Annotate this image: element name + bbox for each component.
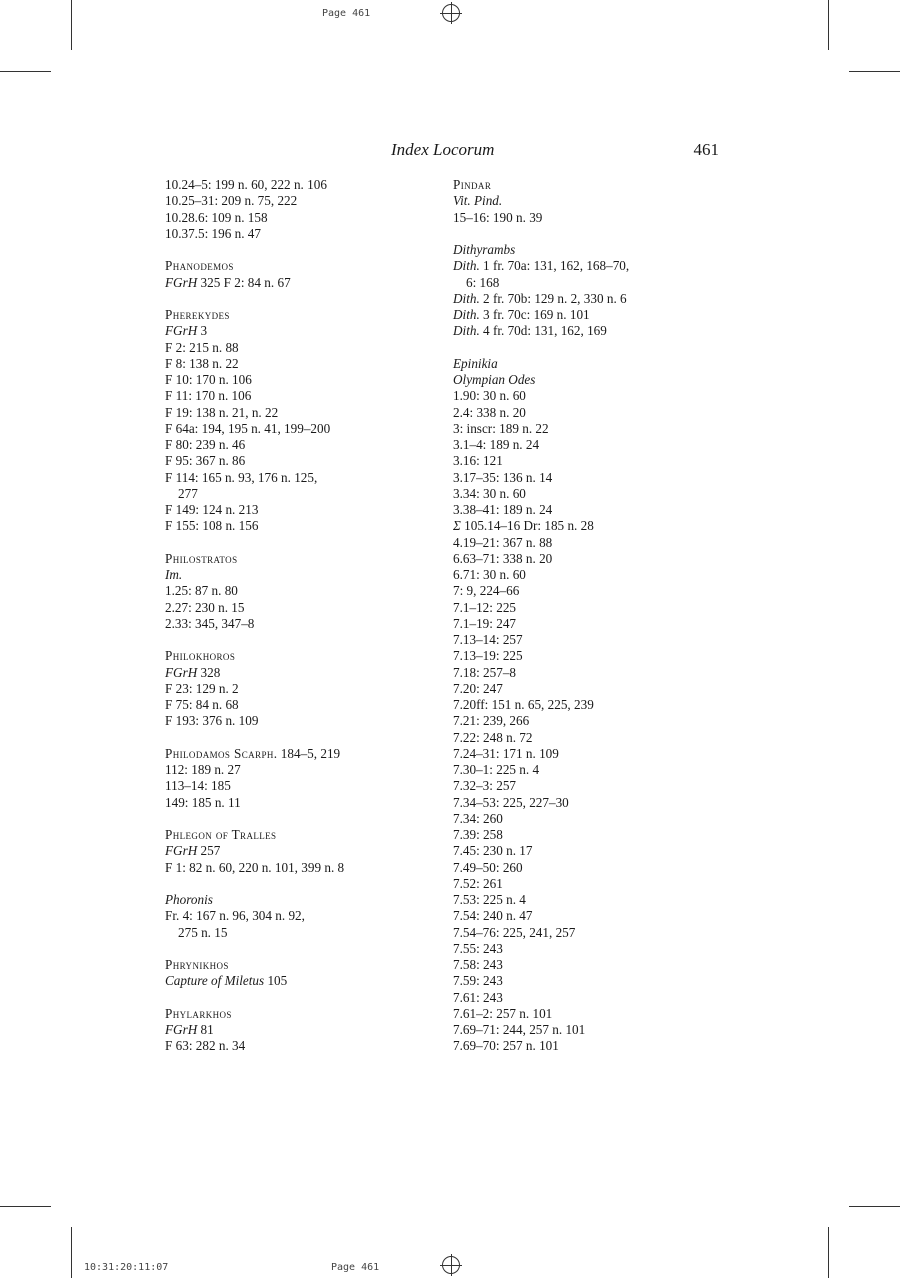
index-line bbox=[453, 600, 733, 616]
index-line bbox=[453, 307, 733, 323]
slug-top-page: Page 461 bbox=[322, 8, 371, 19]
crop-mark-top-left-horizontal bbox=[0, 71, 51, 72]
index-line bbox=[165, 957, 435, 973]
index-line bbox=[165, 518, 435, 534]
index-line bbox=[165, 193, 435, 209]
index-line-part: 2 fr. 70b: 129 n. 2, 330 n. 6 bbox=[479, 290, 627, 306]
crop-mark-bottom-left-horizontal bbox=[0, 1206, 51, 1207]
index-line bbox=[165, 1006, 435, 1022]
index-line bbox=[165, 843, 435, 859]
index-line bbox=[165, 616, 435, 632]
index-line-text: 7: 9, 224–66 bbox=[453, 583, 520, 599]
index-line bbox=[165, 388, 435, 404]
index-line-text: F 1: 82 n. 60, 220 n. 101, 399 n. 8 bbox=[165, 859, 345, 875]
index-line-text: 7.18: 257–8 bbox=[453, 664, 517, 680]
index-line-text: 113–14: 185 bbox=[165, 778, 231, 794]
index-line bbox=[165, 437, 435, 453]
index-line-text: 15–16: 190 n. 39 bbox=[453, 209, 543, 225]
index-line bbox=[165, 827, 435, 843]
author-heading: Pherekydes bbox=[165, 307, 230, 322]
index-line bbox=[453, 486, 733, 502]
index-line-text: 275 n. 15 bbox=[178, 924, 228, 940]
index-line-text: 10.28.6: 109 n. 158 bbox=[165, 209, 268, 225]
index-line-text: 7.22: 248 n. 72 bbox=[453, 729, 533, 745]
index-line-text: F 2: 215 n. 88 bbox=[165, 339, 239, 355]
index-line bbox=[453, 811, 733, 827]
index-line-text: 7.59: 243 bbox=[453, 973, 503, 989]
index-entry-group bbox=[453, 177, 733, 226]
index-line bbox=[453, 762, 733, 778]
index-line-text: F 19: 138 n. 21, n. 22 bbox=[165, 404, 279, 420]
index-line bbox=[165, 486, 435, 502]
index-line bbox=[453, 583, 733, 599]
index-line bbox=[165, 567, 435, 583]
registration-mark-top bbox=[442, 4, 460, 22]
index-line-text: 7.53: 225 n. 4 bbox=[453, 892, 526, 907]
index-line bbox=[453, 453, 733, 469]
index-line bbox=[453, 210, 733, 226]
index-line bbox=[453, 470, 733, 486]
index-line-part: 4 fr. 70d: 131, 162, 169 bbox=[479, 323, 607, 339]
index-line-text: F 193: 376 n. 109 bbox=[165, 713, 259, 729]
author-heading: Pindar bbox=[453, 177, 492, 192]
index-line-text: 7.20ff: 151 n. 65, 225, 239 bbox=[453, 697, 594, 712]
index-line bbox=[453, 242, 733, 258]
index-line-text: Phoronis bbox=[165, 892, 213, 907]
index-line bbox=[453, 697, 733, 713]
index-line bbox=[453, 372, 733, 388]
author-heading: Philokhoros bbox=[165, 648, 236, 664]
index-line bbox=[453, 795, 733, 811]
index-line-part: 184–5, 219 bbox=[277, 745, 341, 761]
index-line-part: Σ bbox=[453, 518, 461, 534]
index-line-part: 105 bbox=[264, 973, 288, 989]
index-line bbox=[453, 730, 733, 746]
index-line-part: FGrH bbox=[165, 664, 198, 680]
index-line-text: 4.19–21: 367 n. 88 bbox=[453, 534, 553, 550]
index-line bbox=[165, 210, 435, 226]
index-line-part: Philodamos Scarph. bbox=[165, 745, 278, 761]
index-line-text: 6: 168 bbox=[466, 274, 500, 290]
slug-bottom-page: Page 461 bbox=[331, 1262, 380, 1273]
index-line-text: 7.13–14: 257 bbox=[453, 632, 523, 647]
index-line bbox=[453, 518, 733, 534]
index-line-part: Dith. bbox=[453, 307, 480, 322]
slug-bottom-timestamp: 10:31:20:11:07 bbox=[84, 1262, 169, 1273]
registration-mark-bottom bbox=[442, 1256, 460, 1274]
index-line bbox=[453, 535, 733, 551]
index-line bbox=[165, 860, 435, 876]
index-line bbox=[453, 551, 733, 567]
index-column-left bbox=[165, 177, 435, 1071]
index-line-text: Im. bbox=[165, 567, 183, 582]
index-line bbox=[165, 697, 435, 713]
index-line bbox=[453, 356, 733, 372]
index-line bbox=[165, 177, 435, 193]
index-line-part: 81 bbox=[197, 1022, 214, 1037]
index-line bbox=[453, 648, 733, 664]
index-line bbox=[453, 990, 733, 1006]
index-line-text: 6.63–71: 338 n. 20 bbox=[453, 550, 553, 566]
index-entry-group bbox=[165, 648, 435, 729]
index-line-text: F 114: 165 n. 93, 176 n. 125, bbox=[165, 469, 318, 485]
index-line bbox=[453, 860, 733, 876]
index-line bbox=[453, 291, 733, 307]
index-line bbox=[453, 502, 733, 518]
index-line bbox=[165, 746, 435, 762]
index-line-text: 7.61: 243 bbox=[453, 989, 503, 1005]
index-line bbox=[453, 388, 733, 404]
index-line bbox=[453, 973, 733, 989]
index-line-text: 7.39: 258 bbox=[453, 827, 503, 842]
index-line-text: 7.69–71: 244, 257 n. 101 bbox=[453, 1022, 586, 1037]
index-line-text: 7.20: 247 bbox=[453, 680, 503, 696]
index-line bbox=[165, 453, 435, 469]
index-line-part: Dith. bbox=[453, 290, 480, 306]
index-line-text: 3.17–35: 136 n. 14 bbox=[453, 469, 553, 485]
index-line-part: FGrH bbox=[165, 843, 198, 859]
index-line bbox=[165, 340, 435, 356]
index-line bbox=[165, 681, 435, 697]
index-line bbox=[453, 177, 733, 193]
index-line-text: 3.38–41: 189 n. 24 bbox=[453, 502, 553, 517]
author-heading: Phrynikhos bbox=[165, 957, 229, 972]
index-line-text: 7.49–50: 260 bbox=[453, 859, 523, 875]
index-line bbox=[165, 372, 435, 388]
index-line-text: 7.34: 260 bbox=[453, 810, 503, 826]
index-line-text: F 10: 170 n. 106 bbox=[165, 372, 252, 387]
index-line bbox=[165, 892, 435, 908]
index-line-part: 105.14–16 Dr: 185 n. 28 bbox=[460, 518, 594, 534]
index-entry-group bbox=[165, 957, 435, 990]
index-line-text: 7.69–70: 257 n. 101 bbox=[453, 1038, 559, 1054]
index-line-text: 7.1–19: 247 bbox=[453, 615, 517, 631]
index-line-text: 10.25–31: 209 n. 75, 222 bbox=[165, 193, 298, 209]
page-number: 461 bbox=[693, 140, 719, 159]
crop-mark-bottom-right-vertical bbox=[828, 1227, 829, 1278]
index-line bbox=[453, 632, 733, 648]
index-line-text: F 155: 108 n. 156 bbox=[165, 518, 259, 534]
index-line-text: 2.4: 338 n. 20 bbox=[453, 404, 526, 420]
index-line bbox=[453, 713, 733, 729]
index-line-part: FGrH bbox=[165, 274, 198, 290]
index-line-text: 7.52: 261 bbox=[453, 875, 503, 891]
index-line bbox=[165, 470, 435, 486]
index-line-text: 7.21: 239, 266 bbox=[453, 713, 530, 729]
index-line bbox=[453, 876, 733, 892]
index-line-part: Dith. bbox=[453, 323, 480, 339]
index-line bbox=[165, 648, 435, 664]
index-line bbox=[165, 925, 435, 941]
index-line-text: F 95: 367 n. 86 bbox=[165, 453, 246, 469]
index-line-text: F 75: 84 n. 68 bbox=[165, 697, 239, 712]
author-heading: Phlegon of Tralles bbox=[165, 827, 277, 842]
index-line-text: F 63: 282 n. 34 bbox=[165, 1038, 246, 1054]
index-line-text: 1.90: 30 n. 60 bbox=[453, 388, 526, 404]
index-line bbox=[165, 583, 435, 599]
index-entry-group bbox=[165, 1006, 435, 1055]
index-line bbox=[453, 1022, 733, 1038]
index-line-text: 7.34–53: 225, 227–30 bbox=[453, 794, 569, 810]
index-line-text: 7.32–3: 257 bbox=[453, 778, 517, 794]
index-line bbox=[165, 1022, 435, 1038]
index-line-text: F 149: 124 n. 213 bbox=[165, 502, 259, 517]
index-line-part: FGrH bbox=[165, 323, 198, 339]
index-entry-group bbox=[165, 746, 435, 811]
index-line bbox=[165, 713, 435, 729]
index-line bbox=[165, 323, 435, 339]
running-title: Index Locorum bbox=[391, 140, 495, 159]
index-line bbox=[453, 437, 733, 453]
index-line bbox=[453, 616, 733, 632]
index-line bbox=[165, 1038, 435, 1054]
index-line-text: 3.16: 121 bbox=[453, 453, 503, 469]
crop-mark-top-left-vertical bbox=[71, 0, 72, 50]
index-line-part: 257 bbox=[197, 843, 221, 859]
index-line-text: 7.61–2: 257 n. 101 bbox=[453, 1005, 553, 1021]
index-entry-group bbox=[165, 258, 435, 291]
index-line bbox=[165, 778, 435, 794]
index-line bbox=[453, 421, 733, 437]
index-line-part: 1 fr. 70a: 131, 162, 168–70, bbox=[479, 258, 630, 274]
index-line-text: 277 bbox=[178, 485, 198, 501]
index-entry-group bbox=[165, 892, 435, 941]
index-line-part: 325 F 2: 84 n. 67 bbox=[197, 274, 291, 290]
index-line bbox=[165, 356, 435, 372]
index-line-text: 2.33: 345, 347–8 bbox=[165, 615, 255, 631]
index-entry-group bbox=[165, 551, 435, 632]
crop-mark-top-right-horizontal bbox=[849, 71, 900, 72]
index-line-part: FGrH bbox=[165, 1022, 198, 1037]
index-entry-group bbox=[165, 177, 435, 242]
index-line bbox=[165, 600, 435, 616]
index-line bbox=[165, 762, 435, 778]
index-line-text: 7.13–19: 225 bbox=[453, 648, 523, 664]
index-line-text: F 11: 170 n. 106 bbox=[165, 388, 252, 404]
index-line-text: 2.27: 230 n. 15 bbox=[165, 599, 245, 615]
index-line-text: 7.58: 243 bbox=[453, 957, 503, 972]
index-line-part: Capture of Miletus bbox=[165, 973, 265, 989]
author-heading: Phylarkhos bbox=[165, 1005, 232, 1021]
index-line bbox=[165, 665, 435, 681]
index-line-part: 3 bbox=[197, 323, 208, 339]
index-line bbox=[165, 307, 435, 323]
index-entry-group bbox=[453, 242, 733, 340]
index-line bbox=[453, 1006, 733, 1022]
index-line bbox=[165, 405, 435, 421]
index-line-text: 3.34: 30 n. 60 bbox=[453, 485, 526, 501]
crop-mark-bottom-right-horizontal bbox=[849, 1206, 900, 1207]
index-line bbox=[165, 502, 435, 518]
index-line bbox=[453, 323, 733, 339]
index-entry-group bbox=[165, 307, 435, 535]
index-line-text: 7.45: 230 n. 17 bbox=[453, 843, 533, 859]
index-line bbox=[165, 275, 435, 291]
index-line bbox=[165, 226, 435, 242]
index-line bbox=[453, 193, 733, 209]
index-line bbox=[453, 258, 733, 274]
index-line-part: Dith. bbox=[453, 258, 480, 274]
index-line bbox=[453, 827, 733, 843]
crop-mark-top-right-vertical bbox=[828, 0, 829, 50]
index-line bbox=[165, 551, 435, 567]
index-line bbox=[453, 925, 733, 941]
index-line bbox=[453, 892, 733, 908]
index-line bbox=[453, 1038, 733, 1054]
index-line bbox=[453, 567, 733, 583]
index-line-text: Vit. Pind. bbox=[453, 193, 503, 209]
index-line-text: Olympian Odes bbox=[453, 372, 536, 387]
index-line-text: Epinikia bbox=[453, 355, 498, 371]
index-line-text: F 23: 129 n. 2 bbox=[165, 680, 239, 696]
index-line bbox=[453, 275, 733, 291]
index-line bbox=[165, 973, 435, 989]
index-line bbox=[165, 421, 435, 437]
index-line-part: 3 fr. 70c: 169 n. 101 bbox=[479, 307, 590, 322]
index-column-right bbox=[453, 177, 733, 1071]
crop-mark-bottom-left-vertical bbox=[71, 1227, 72, 1278]
index-line-text: 149: 185 n. 11 bbox=[165, 794, 241, 810]
index-line-text: 7.55: 243 bbox=[453, 940, 503, 956]
index-line bbox=[453, 746, 733, 762]
index-line-text: 7.54–76: 225, 241, 257 bbox=[453, 924, 576, 940]
index-line bbox=[453, 843, 733, 859]
index-line-text: 112: 189 n. 27 bbox=[165, 762, 241, 777]
index-line-text: 7.1–12: 225 bbox=[453, 599, 517, 615]
index-line-text: 1.25: 87 n. 80 bbox=[165, 583, 238, 599]
author-heading: Phanodemos bbox=[165, 258, 234, 274]
index-line bbox=[453, 778, 733, 794]
index-line bbox=[453, 908, 733, 924]
index-line-text: 10.24–5: 199 n. 60, 222 n. 106 bbox=[165, 177, 327, 192]
index-line bbox=[453, 957, 733, 973]
index-line-text: 3: inscr: 189 n. 22 bbox=[453, 420, 549, 436]
index-line bbox=[453, 405, 733, 421]
index-line-part: 328 bbox=[197, 664, 221, 680]
index-line bbox=[453, 941, 733, 957]
index-line-text: 10.37.5: 196 n. 47 bbox=[165, 225, 261, 241]
index-line bbox=[453, 681, 733, 697]
index-line-text: Dithyrambs bbox=[453, 242, 516, 257]
index-entry-group bbox=[453, 356, 733, 1055]
index-line-text: 6.71: 30 n. 60 bbox=[453, 567, 526, 582]
index-line-text: 7.54: 240 n. 47 bbox=[453, 908, 533, 924]
index-line-text: 3.1–4: 189 n. 24 bbox=[453, 437, 540, 452]
index-line-text: F 64a: 194, 195 n. 41, 199–200 bbox=[165, 420, 331, 436]
index-entry-group bbox=[165, 827, 435, 876]
index-line-text: Fr. 4: 167 n. 96, 304 n. 92, bbox=[165, 908, 305, 924]
index-line bbox=[165, 258, 435, 274]
index-line-text: F 80: 239 n. 46 bbox=[165, 437, 246, 452]
index-line-text: 7.30–1: 225 n. 4 bbox=[453, 762, 540, 777]
index-line bbox=[453, 665, 733, 681]
index-line-text: F 8: 138 n. 22 bbox=[165, 355, 239, 371]
index-line bbox=[165, 795, 435, 811]
index-line-text: 7.24–31: 171 n. 109 bbox=[453, 745, 559, 761]
author-heading: Philostratos bbox=[165, 550, 238, 566]
index-line bbox=[165, 908, 435, 924]
